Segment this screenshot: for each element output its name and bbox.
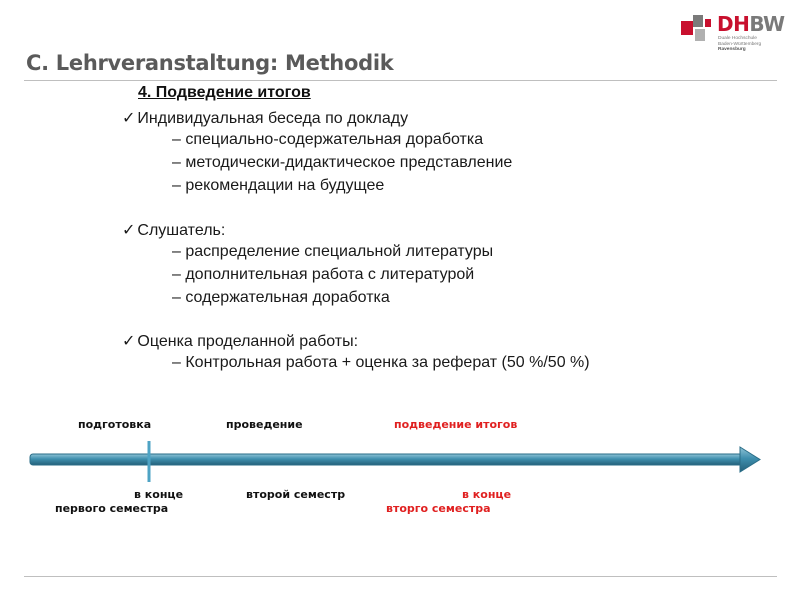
timeline-label-end-first-2: первого семестра	[55, 502, 169, 515]
checkmark-icon: ✓	[122, 108, 136, 127]
list-item: – Контрольная работа + оценка за реферат (50 %/50 %)	[172, 354, 590, 371]
timeline-label-second-semester: второй семестр	[246, 488, 346, 501]
group-title-text: Индивидуальная беседа по докладу	[137, 110, 409, 127]
timeline-label-end-second-1: в конце	[462, 488, 512, 501]
checkmark-icon: ✓	[122, 220, 136, 239]
group-title-text: Слушатель:	[137, 222, 226, 239]
footer-divider	[24, 576, 777, 577]
list-item: – рекомендации на будущее	[172, 177, 385, 194]
list-item: – методически-дидактическое представление	[172, 154, 513, 171]
timeline-label-execution: проведение	[226, 418, 303, 431]
list-item: – распределение специальной литературы	[172, 243, 494, 260]
timeline-label-preparation: подготовка	[78, 418, 152, 431]
timeline-label-end-first-1: в конце	[134, 488, 184, 501]
list-item: – дополнительная работа с литературой	[172, 266, 475, 283]
logo-subtitle-line3: Ravensburg	[718, 47, 746, 53]
timeline-label-summary: подведение итогов	[394, 418, 518, 431]
timeline-arrow	[30, 447, 760, 472]
section-heading: 4. Подведение итогов	[138, 84, 311, 101]
slide-title: C. Lehrveranstaltung: Methodik	[26, 51, 394, 75]
checkmark-icon: ✓	[122, 331, 136, 350]
list-item: – содержательная доработка	[172, 289, 390, 306]
group-title-text: Оценка проделанной работы:	[137, 333, 359, 350]
timeline-label-end-second-2: вторго семестра	[386, 502, 491, 515]
logo-wordmark-rest: BW	[749, 12, 785, 36]
logo-subtitle-line1: Duale Hochschule	[718, 36, 757, 41]
list-item: – специально-содержательная доработка	[172, 131, 484, 148]
logo-subtitle-line2: Baden-Württemberg	[718, 41, 762, 47]
logo-wordmark-accent: DH	[717, 12, 750, 36]
